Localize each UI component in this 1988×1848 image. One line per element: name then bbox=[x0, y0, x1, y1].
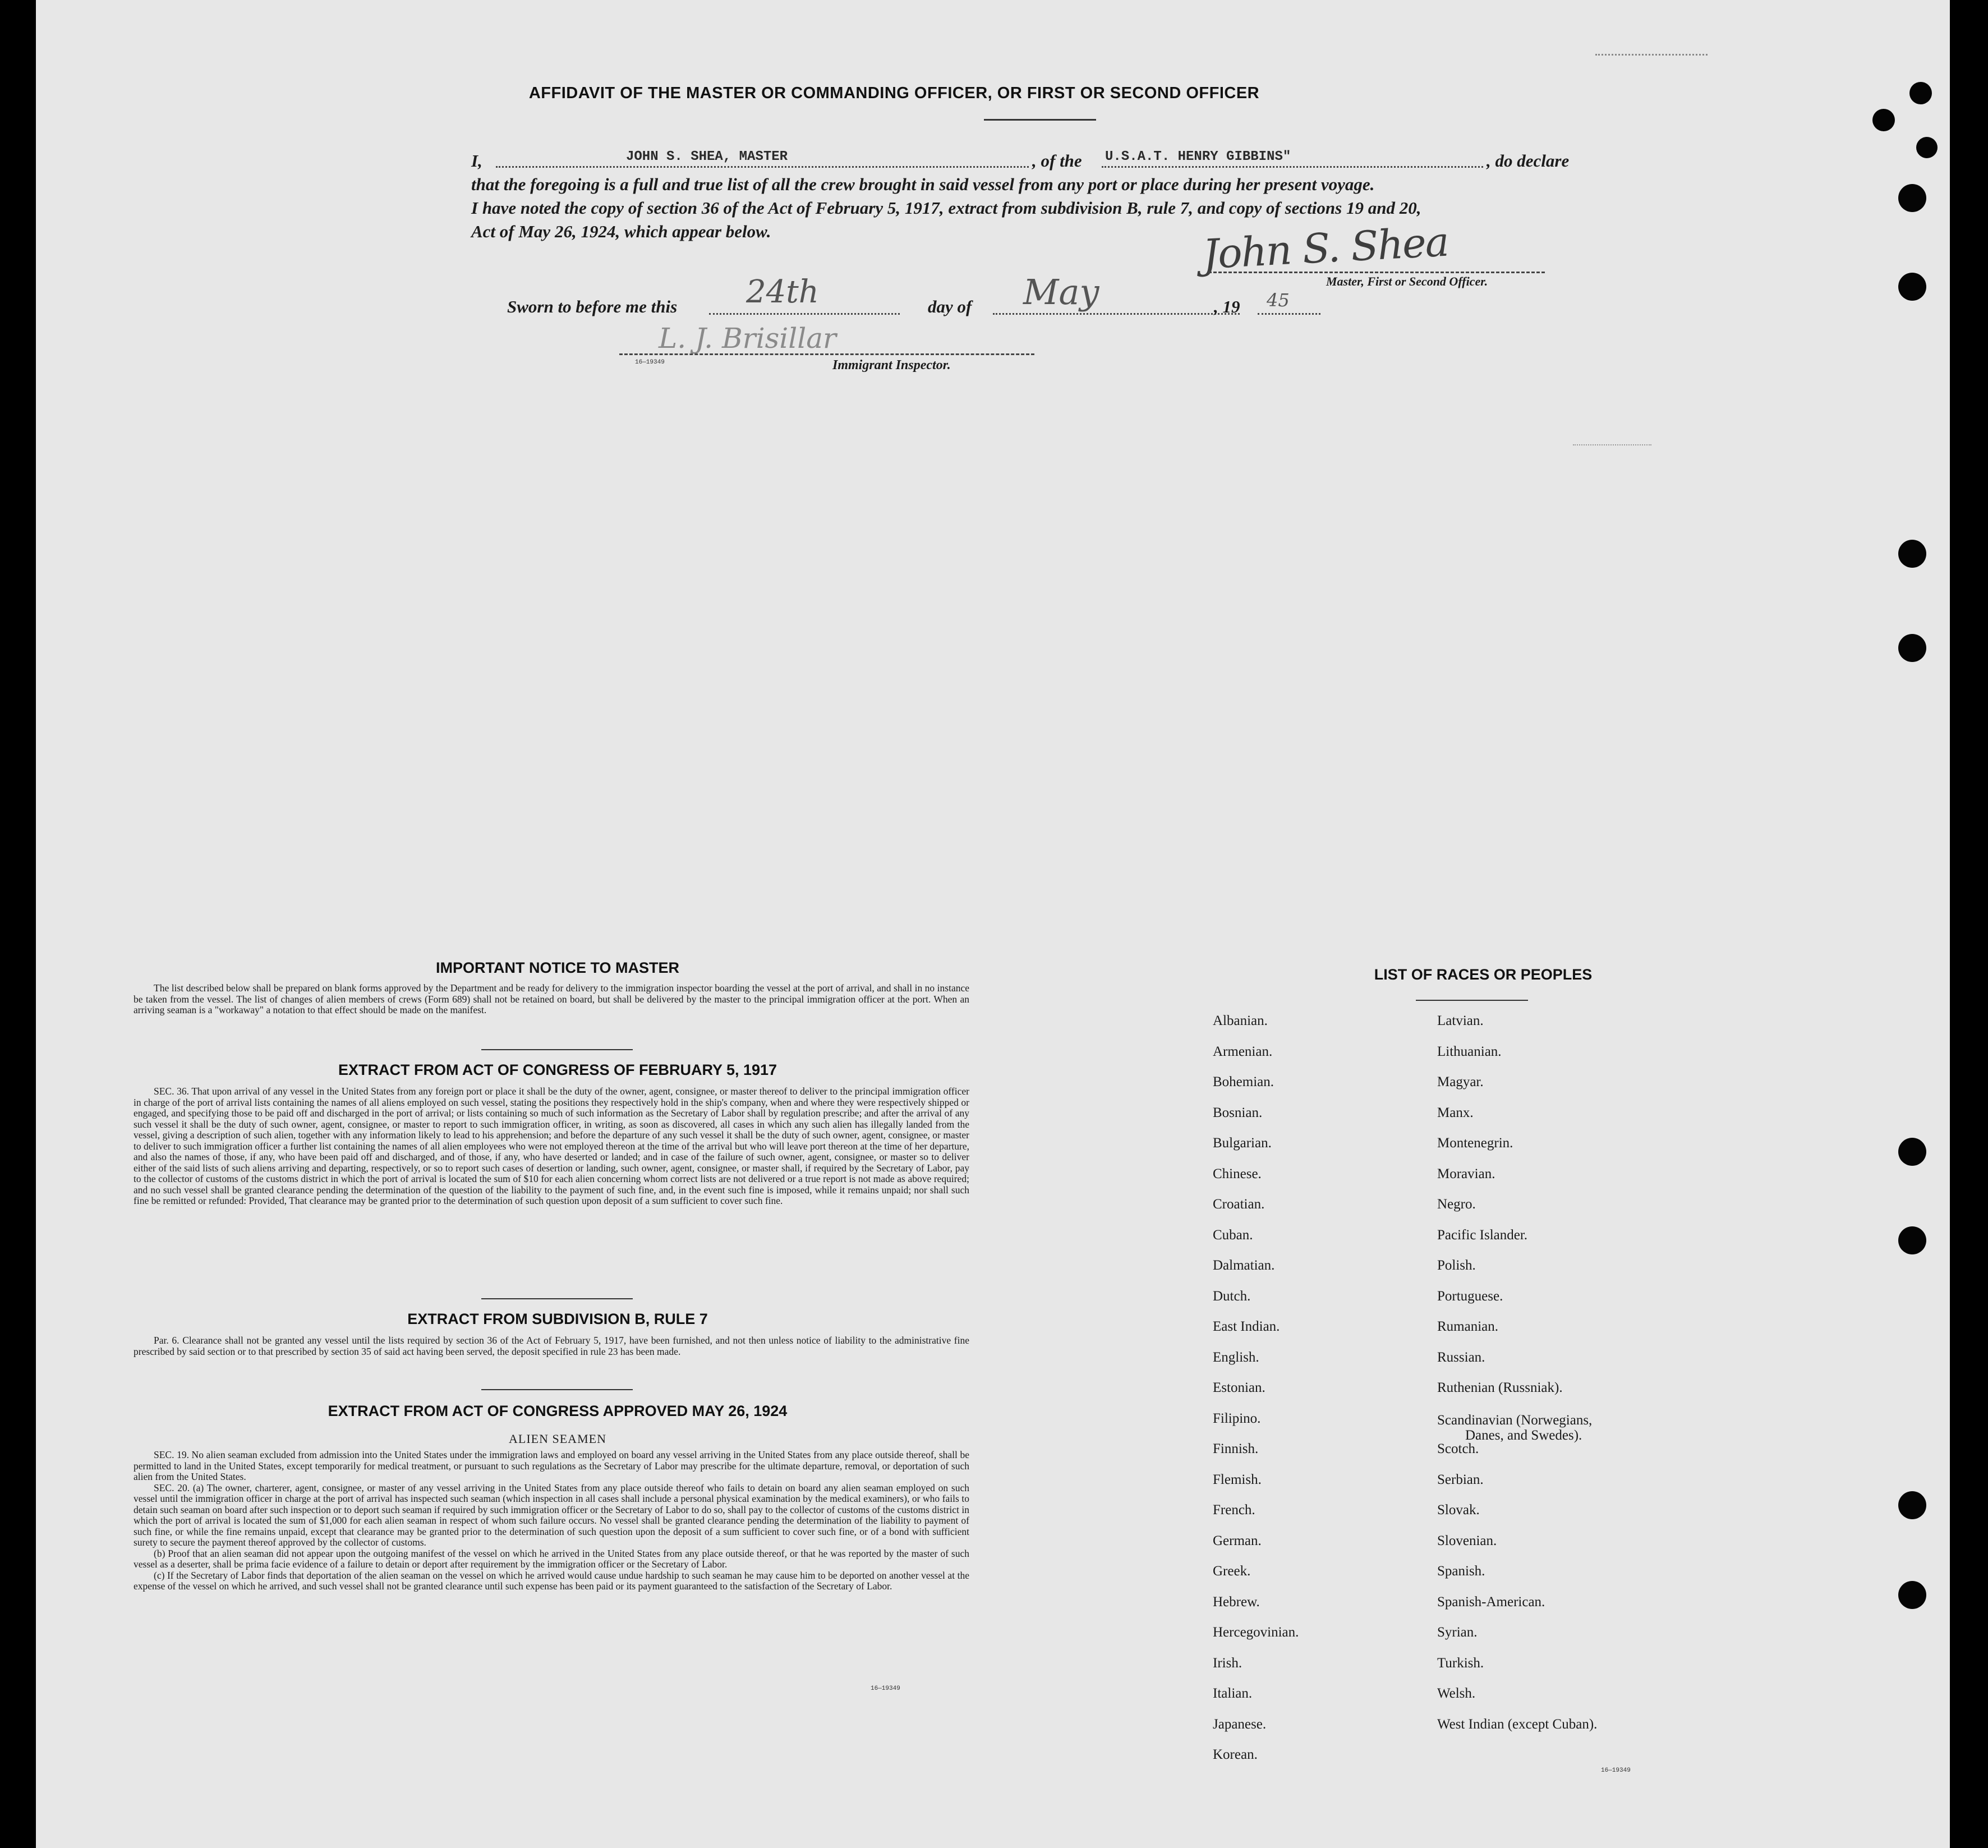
race-item: English. bbox=[1213, 1349, 1259, 1365]
race-item: Negro. bbox=[1437, 1197, 1476, 1212]
races-form-number: 16—19349 bbox=[1601, 1767, 1631, 1774]
vessel-name-line bbox=[1102, 166, 1483, 168]
extract-1917-divider bbox=[481, 1298, 633, 1299]
section-20b-text: (b) Proof that an alien seaman did not appear upon the outgoing manifest of the vessel on which he arrived in the United States from any place outside thereof, or that he was reported by the master of such vessel as a deserter, shall be prima facie evidence of a failure to detain or deport after requirement by the immigration officer or the Secretary of Labor. bbox=[134, 1547, 969, 1570]
race-item: Scandinavian (Norwegians, bbox=[1437, 1412, 1593, 1428]
race-item: Irish. bbox=[1213, 1655, 1242, 1671]
race-item: Montenegrin. bbox=[1437, 1136, 1513, 1151]
race-item: Dutch. bbox=[1213, 1288, 1251, 1304]
race-item: Japanese. bbox=[1213, 1716, 1267, 1732]
punch-hole bbox=[1898, 1226, 1926, 1254]
master-signature: John S. Shea bbox=[1202, 218, 1449, 278]
scan-edge bbox=[1950, 0, 1988, 1848]
race-item: Korean. bbox=[1213, 1747, 1258, 1762]
race-item: Bulgarian. bbox=[1213, 1136, 1272, 1151]
inspector-line bbox=[619, 353, 1034, 355]
punch-hole bbox=[1898, 1138, 1926, 1166]
race-item: Flemish. bbox=[1213, 1472, 1262, 1487]
race-item: Filipino. bbox=[1213, 1410, 1261, 1426]
race-item: Spanish. bbox=[1437, 1564, 1485, 1579]
race-item: West Indian (except Cuban). bbox=[1437, 1716, 1598, 1732]
race-item: Spanish-American. bbox=[1437, 1594, 1545, 1610]
punch-hole bbox=[1898, 184, 1926, 212]
section-20c-text: (c) If the Secretary of Labor finds that deportation of the alien seaman on the vessel on which he arrived would cause undue hardship to such seaman he may cause him to be deported on another vessel at the expense of the vessel on which he arrived, and such vessel shall not be granted clearance until such expense has been paid or its payment guaranteed to the satisfaction of the Secretary of Labor. bbox=[134, 1569, 969, 1592]
punch-hole bbox=[1916, 137, 1938, 158]
sworn-month: May bbox=[1023, 272, 1099, 312]
race-item: Italian. bbox=[1213, 1686, 1253, 1701]
master-name-line bbox=[496, 166, 1029, 168]
race-item: Danes, and Swedes). bbox=[1465, 1427, 1582, 1443]
master-name: JOHN S. SHEA, MASTER bbox=[626, 149, 788, 164]
race-item: Croatian. bbox=[1213, 1197, 1265, 1212]
race-item: French. bbox=[1213, 1502, 1255, 1518]
rule-7-body bbox=[134, 1335, 969, 1357]
race-item: Slovak. bbox=[1437, 1502, 1480, 1518]
heading-divider bbox=[984, 119, 1096, 121]
notice-text: The list described below shall be prepared on blank forms approved by the Department and be ready for delivery to the immigration inspector boarding the vessel at the port of arrival, and shall in no instance be taken from the vessel. The list of changes of alien members of crews (Form 689) shall not be retained on board, but shall be delivered by the master to the principal immigration officer at the port. When an arriving seaman is a "workaway" a notation to that effect should be made on the manifest. bbox=[134, 982, 969, 1015]
punch-hole bbox=[1909, 82, 1932, 104]
faint-mark bbox=[1573, 444, 1651, 445]
declaration-suffix: , do declare bbox=[1487, 151, 1570, 171]
notice-body bbox=[134, 983, 969, 1016]
declaration-line-4: Act of May 26, 1924, which appear below. bbox=[471, 222, 771, 241]
notice-title: IMPORTANT NOTICE TO MASTER bbox=[436, 959, 679, 976]
signature-caption: Master, First or Second Officer. bbox=[1326, 274, 1488, 288]
day-of-label: day of bbox=[928, 297, 972, 316]
punch-hole bbox=[1898, 1581, 1926, 1609]
race-item: Magyar. bbox=[1437, 1074, 1484, 1090]
extract-1917-title: EXTRACT FROM ACT OF CONGRESS OF FEBRUARY 5, 1917 bbox=[338, 1061, 777, 1078]
race-item: Estonian. bbox=[1213, 1380, 1265, 1395]
race-item: Lithuanian. bbox=[1437, 1043, 1502, 1059]
race-item: East Indian. bbox=[1213, 1319, 1280, 1334]
rule-7-text: Par. 6. Clearance shall not be granted any vessel until the lists required by section 36 of the Act of February 5, 1917, have been furnished, and not then unless notice of liability to the administrative fine prescribed by said section or to that prescribed by section 35 of said act having been served, the deposit specified in rule 23 has been made. bbox=[134, 1335, 969, 1357]
race-item: Portuguese. bbox=[1437, 1288, 1503, 1304]
race-item: Scotch. bbox=[1437, 1441, 1479, 1456]
affidavit-heading: AFFIDAVIT OF THE MASTER OR COMMANDING OFFICER, OR FIRST OR SECOND OFFICER bbox=[528, 84, 1260, 102]
punch-hole bbox=[1898, 634, 1926, 662]
race-item: Moravian. bbox=[1437, 1166, 1495, 1182]
year-prefix: , 19 bbox=[1214, 297, 1240, 316]
sworn-month-line bbox=[993, 313, 1240, 315]
inspector-signature: L. J. Brisillar bbox=[659, 322, 836, 355]
declaration-line-2: that the foregoing is a full and true list of all the crew brought in said vessel from any port or place during her present voyage. bbox=[471, 174, 1375, 194]
race-item: Chinese. bbox=[1213, 1166, 1262, 1182]
race-item: Finnish. bbox=[1213, 1441, 1259, 1456]
punch-hole bbox=[1898, 540, 1926, 568]
inspector-form-number: 16—19349 bbox=[635, 359, 665, 366]
race-item: Greek. bbox=[1213, 1564, 1251, 1579]
race-item: Syrian. bbox=[1437, 1625, 1478, 1640]
declaration-line-3: I have noted the copy of section 36 of the Act of February 5, 1917, extract from subdivision B, rule 7, and copy of sections 19 and 20, bbox=[471, 198, 1421, 218]
notice-divider bbox=[481, 1049, 633, 1050]
race-item: Bosnian. bbox=[1213, 1105, 1263, 1120]
race-item: Welsh. bbox=[1437, 1686, 1476, 1701]
vessel-name: U.S.A.T. HENRY GIBBINS" bbox=[1105, 149, 1291, 164]
race-item: Rumanian. bbox=[1437, 1319, 1499, 1334]
race-item: Hercegovinian. bbox=[1213, 1625, 1299, 1640]
left-form-number: 16—19349 bbox=[871, 1685, 900, 1692]
extract-1917-body bbox=[134, 1086, 969, 1207]
punch-hole bbox=[1872, 109, 1895, 131]
year-line bbox=[1258, 313, 1320, 315]
sworn-prefix: Sworn to before me this bbox=[507, 297, 678, 316]
rule-7-title: EXTRACT FROM SUBDIVISION B, RULE 7 bbox=[407, 1311, 708, 1327]
sworn-day: 24th bbox=[746, 274, 819, 310]
section-20a-text: SEC. 20. (a) The owner, charterer, agent, consignee, or master of any vessel arriving in the United States from any place outside thereof who fails to detain on board any alien seaman employed on such vessel until the immigration officer in charge at the port of arrival has inspected such seaman (which inspection in all cases shall include a personal physical examination by the medical examiners), or who fails to detain such seaman on board after such inspection or to deport such seaman if required by such immigration officer or the Secretary of Labor to do so, shall pay to the collector of customs of the customs district in which the port of arrival is located the sum of $1,000 for each alien seaman in respect of whom such failure occurs. No vessel shall be granted clearance pending the determination of the liability to payment of such fine, or while the fine remains unpaid, except that clearance may be granted prior to the determination of such question upon the deposit of a sum sufficient to cover such fine, or of a bond with sufficient surety to secure the payment thereof approved by the collector of customs. bbox=[134, 1482, 969, 1548]
race-item: Ruthenian (Russniak). bbox=[1437, 1380, 1563, 1395]
document-page bbox=[36, 0, 1950, 1848]
inspector-caption: Immigrant Inspector. bbox=[832, 358, 951, 373]
race-item: Dalmatian. bbox=[1213, 1258, 1275, 1273]
signature-line bbox=[1208, 272, 1545, 273]
race-item: Polish. bbox=[1437, 1258, 1476, 1273]
extract-1924-title: EXTRACT FROM ACT OF CONGRESS APPROVED MAY 26, 1924 bbox=[328, 1403, 788, 1419]
race-item: Russian. bbox=[1437, 1349, 1485, 1365]
race-item: Manx. bbox=[1437, 1105, 1474, 1120]
race-item: Hebrew. bbox=[1213, 1594, 1260, 1610]
race-item: Turkish. bbox=[1437, 1655, 1484, 1671]
declaration-prefix: I, bbox=[471, 151, 482, 171]
race-item: Latvian. bbox=[1437, 1013, 1484, 1028]
race-item: Bohemian. bbox=[1213, 1074, 1274, 1090]
race-item: Pacific Islander. bbox=[1437, 1227, 1528, 1243]
punch-hole bbox=[1898, 273, 1926, 301]
declaration-mid: , of the bbox=[1032, 151, 1082, 171]
extract-1924-body bbox=[134, 1450, 969, 1592]
section-19-text: SEC. 19. No alien seaman excluded from admission into the United States under the immigration laws and employed on board any vessel arriving in the United States from any place outside thereof, shall be permitted to land in the United States, except temporarily for medical treatment, or pursuant to such regulations as the Secretary of Labor may prescribe for the ultimate departure, removal, or deportation of such alien from the United States. bbox=[134, 1449, 969, 1482]
race-item: Serbian. bbox=[1437, 1472, 1484, 1487]
race-item: Albanian. bbox=[1213, 1013, 1268, 1028]
alien-seamen-subtitle: ALIEN SEAMEN bbox=[509, 1432, 606, 1446]
race-item: German. bbox=[1213, 1533, 1262, 1548]
section-36-text: SEC. 36. That upon arrival of any vessel in the United States from any foreign port or place it shall be the duty of the owner, agent, consignee, or master thereof to deliver to the principal immigration officer in charge of the port of arrival lists containing the names of all aliens employed on such vessel, stating the positions they respectively hold in the ship's company, when and where they were respectively shipped or engaged, and specifying those to be paid off and discharged in the port of arrival; or lists containing so much of such information as the Secretary of Labor shall by regulation prescribe; and after the arrival of any such vessel it shall be the duty of such owner, agent, consignee, or master to report to such immigration officer, in writing, as soon as discovered, all cases in which any such alien has illegally landed from the vessel, giving a description of such alien, together with any information likely to lead to his apprehension; and before the departure of any such vessel it shall be the duty of such owner, agent, consignee, or master to deliver to such immigration officer a further list containing the names of all alien employees who were not employed thereon at the time of the arrival but who will leave port thereon at the time of her departure, and also the names of those, if any, who have been paid off and discharged, and of those, if any, who have deserted or landed; and in case of the failure of such owner, agent, consignee, or master so to deliver either of the said lists of such aliens arriving and departing, respectively, or so to report such cases of desertion or landing, such owner, agent, consignee, or master shall, if required by the Secretary of Labor, pay to the collector of customs of the customs district in which the port of arrival is located the sum of $10 for each alien concerning whom correct lists are not delivered or a true report is not made as above required; and no such vessel shall be granted clearance pending the determination of the question of the liability to the payment of such fine, and, in the event such fine is imposed, while it remains unpaid; nor shall such fine be remitted or refunded: Provided, That clearance may be granted prior to the determination of such question upon deposit of a sum sufficient to cover such fine. bbox=[134, 1086, 969, 1206]
race-item: Cuban. bbox=[1213, 1227, 1253, 1243]
race-item: Armenian. bbox=[1213, 1043, 1273, 1059]
year-suffix: 45 bbox=[1267, 289, 1290, 311]
races-divider bbox=[1416, 1000, 1528, 1001]
sworn-day-line bbox=[709, 313, 900, 315]
faint-mark bbox=[1595, 54, 1708, 56]
rule-7-divider bbox=[481, 1389, 633, 1390]
race-item: Slovenian. bbox=[1437, 1533, 1497, 1548]
races-title: LIST OF RACES OR PEOPLES bbox=[1374, 966, 1593, 983]
punch-hole bbox=[1898, 1491, 1926, 1519]
